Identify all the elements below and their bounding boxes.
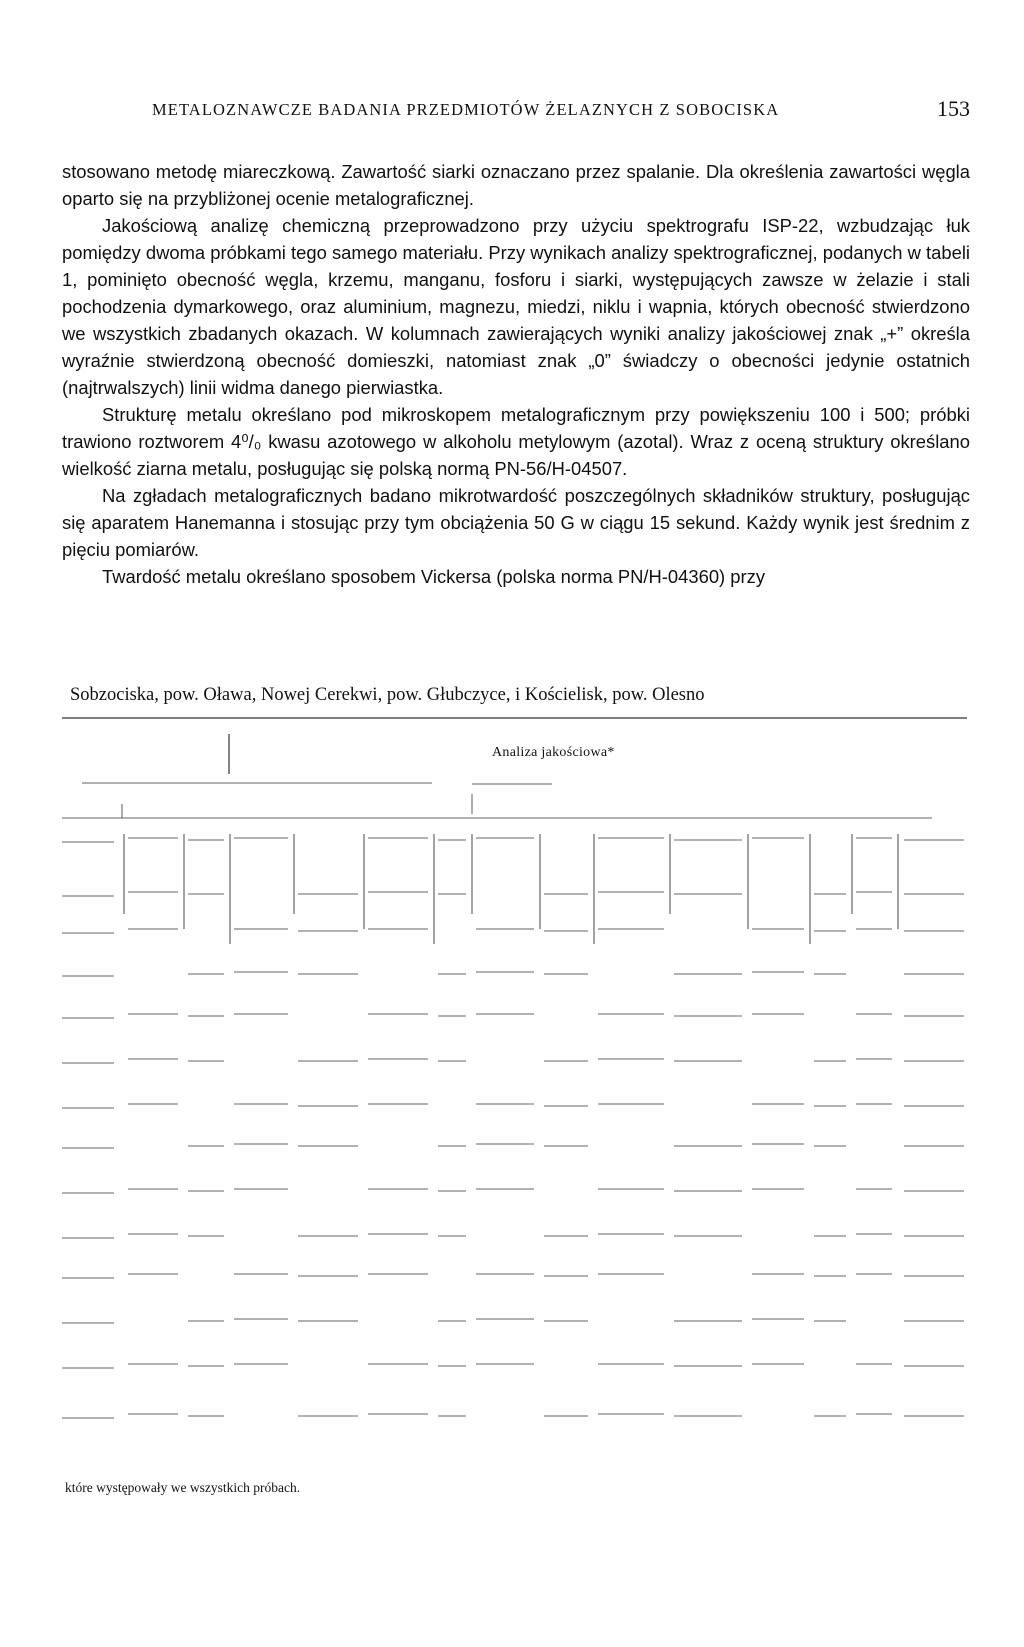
paragraph-spectral-analysis: Jakościową analizę chemiczną przeprowadzono przy użyciu spektrografu ISP-22, wzbudzając łuk pomiędzy dwoma próbkami tego samego materiału. Przy wynikach analizy spektrograficznej, podanych w tabeli 1, pominięto obecność węgla, krzemu, manganu, fosforu i siarki, występujących zawsze w żelazie i stali pochodzenia dymarkowego, oraz aluminium, magnezu, miedzi, niklu i wapnia, których obecność stwierdzono we wszystkich zbadanych okazach. W kolumnach zawierających wyniki analizy jakościowej znak „+” określa wyraźnie stwierdzoną obecność domieszki, natomiast znak „0” świadczy o obecności jedynie ostatnich (najtrwalszych) linii widma danego pierwiastka. [62, 215, 970, 398]
running-header [152, 96, 972, 126]
running-title: METALOZNAWCZE BADANIA PRZEDMIOTÓW ŻELAZNYCH Z SOBOCISKA [152, 100, 780, 119]
table-footnote: które występowały we wszystkich próbach. [65, 1480, 301, 1495]
body-text [62, 158, 970, 590]
column-group-heading: Analiza jakościowa* [492, 745, 615, 760]
table-rules [62, 714, 970, 1474]
paragraph-microhardness: Na zgładach metalograficznych badano mikrotwardość poszczególnych składników struktury, posługując się aparatem Hanemanna i stosując przy tym obciążenia 50 G w ciągu 15 sekund. Każdy wynik jest średnim z pięciu pomiarów. [62, 485, 970, 560]
paragraph-hardness: Twardość metalu określano sposobem Vickersa (polska norma PN/H-04360) przy [102, 566, 766, 587]
table-caption: Sobzociska, pow. Oława, Nowej Cerekwi, pow. Głubczyce, i Kościelisk, pow. Olesno [70, 685, 705, 705]
paragraph-continuation: stosowano metodę miareczkową. Zawartość siarki oznaczano przez spalanie. Dla określenia zawartości węgla oparto się na przybliżonej ocenie metalograficznej. [62, 161, 970, 209]
page-number: 153 [937, 96, 970, 121]
paragraph-structure: Strukturę metalu określano pod mikroskopem metalograficznym przy powiększeniu 100 i 500; próbki trawiono roztworem 4⁰/₀ kwasu azotowego w alkoholu metylowym (azotal). Wraz z oceną struktury określano wielkość ziarna metalu, posługując się polską normą PN-56/H-04507. [62, 404, 970, 479]
table-grid [62, 714, 970, 1474]
